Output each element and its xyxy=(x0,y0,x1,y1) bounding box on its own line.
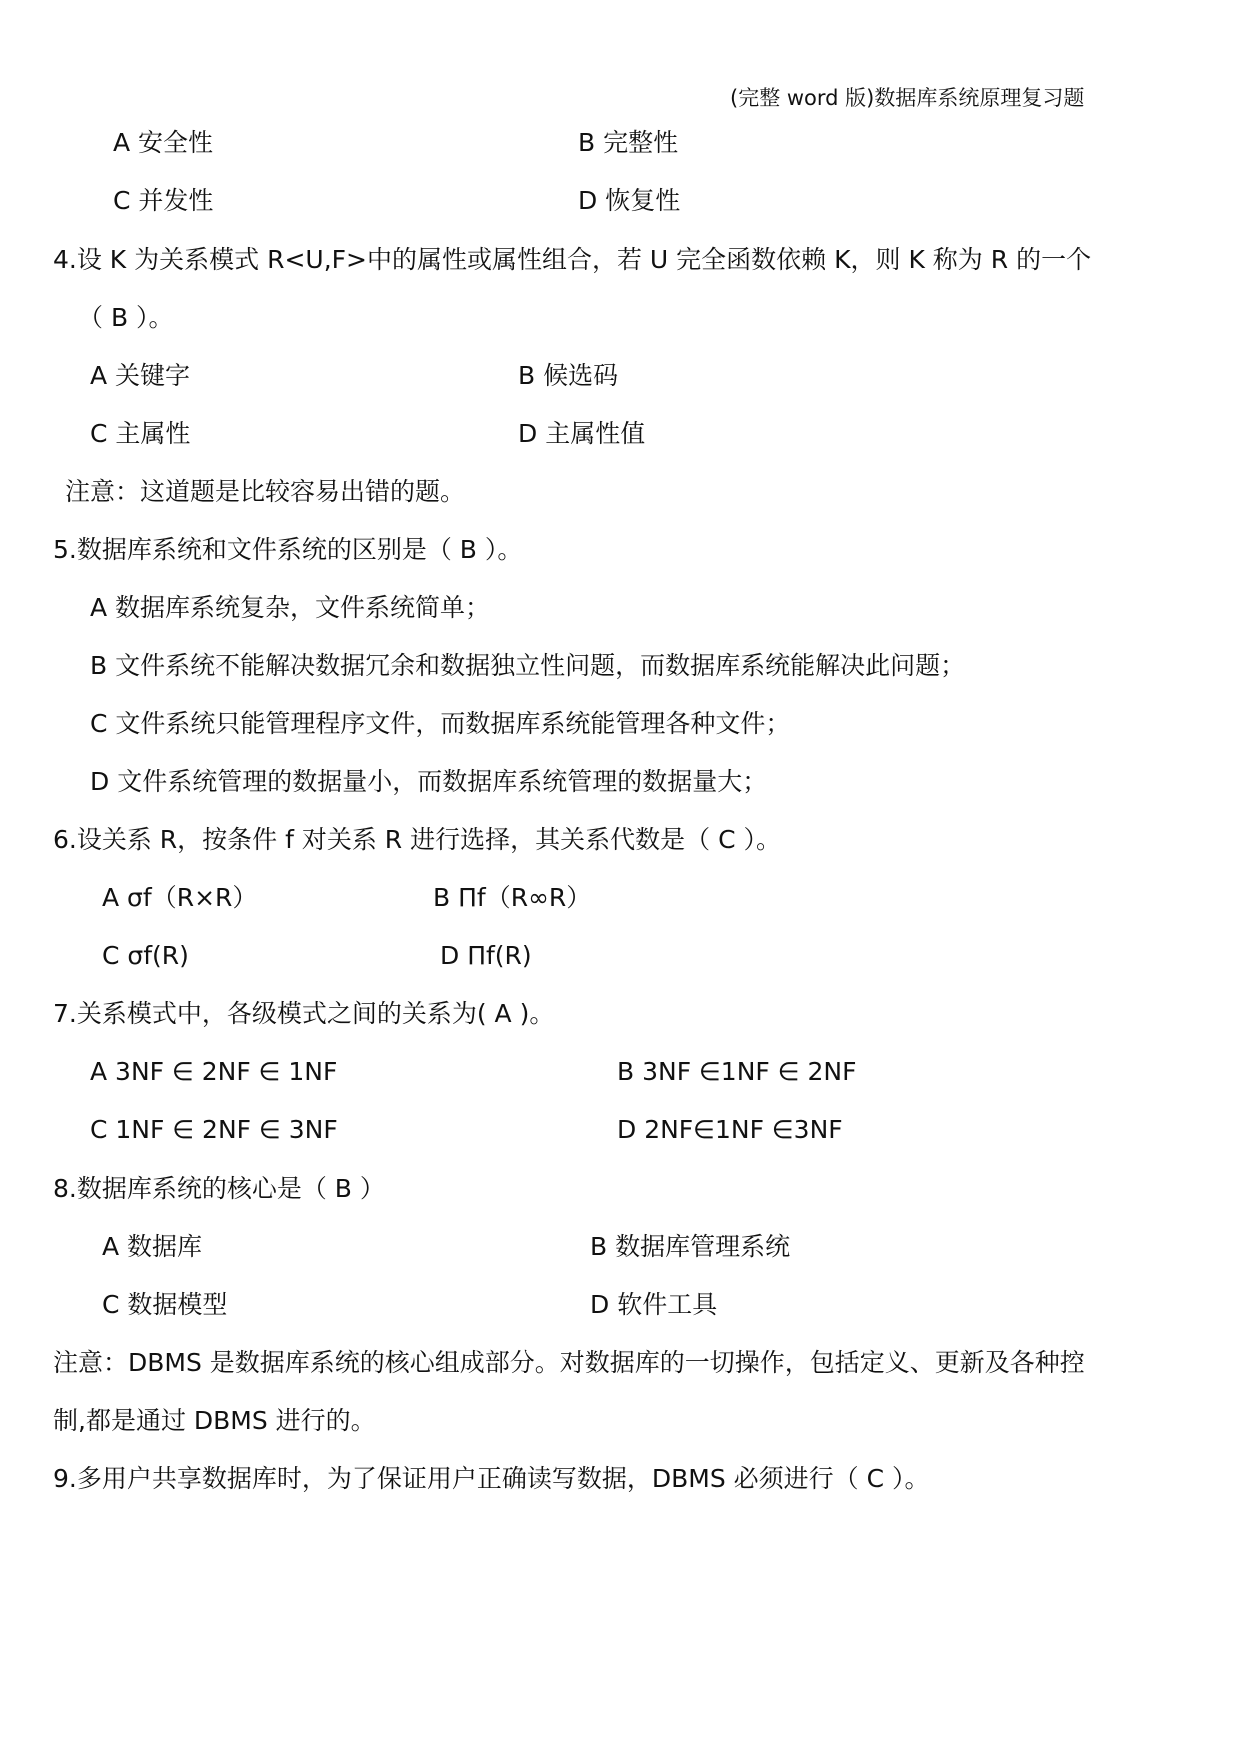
q7-option-a: A 3NF ∈ 2NF ∈ 1NF xyxy=(90,1057,338,1086)
q8-option-b: B 数据库管理系统 xyxy=(590,1232,791,1261)
q4-option-b: B 候选码 xyxy=(518,361,619,390)
q6-stem: 6.设关系 R，按条件 f 对关系 R 进行选择，其关系代数是（ C ）。 xyxy=(53,825,781,854)
q4-answer-line: （ B ）。 xyxy=(78,303,174,332)
q4-option-d: D 主属性值 xyxy=(518,419,646,448)
q7-stem: 7.关系模式中，各级模式之间的关系为( A )。 xyxy=(53,999,555,1028)
q4-stem: 4.设 K 为关系模式 R<U,F>中的属性或属性组合，若 U 完全函数依赖 K，则 K 称为 R 的一个 xyxy=(53,245,1092,274)
q6-option-c: C σf(R) xyxy=(102,941,189,970)
q4-option-a: A 关键字 xyxy=(90,361,191,390)
q6-option-d: D Πf(R) xyxy=(440,941,532,970)
q5-option-a: A 数据库系统复杂，文件系统简单； xyxy=(90,593,491,622)
q5-option-b: B 文件系统不能解决数据冗余和数据独立性问题，而数据库系统能解决此问题； xyxy=(90,651,966,680)
q5-option-d: D 文件系统管理的数据量小，而数据库系统管理的数据量大； xyxy=(90,767,768,796)
q7-option-d: D 2NF∈1NF ∈3NF xyxy=(617,1115,843,1144)
q3-option-d: D 恢复性 xyxy=(578,186,681,215)
q7-option-c: C 1NF ∈ 2NF ∈ 3NF xyxy=(90,1115,338,1144)
q4-note: 注意：这道题是比较容易出错的题。 xyxy=(65,477,466,506)
q8-option-d: D 软件工具 xyxy=(590,1290,718,1319)
q8-note-line2: 制,都是通过 DBMS 进行的。 xyxy=(53,1406,376,1435)
q8-option-c: C 数据模型 xyxy=(102,1290,228,1319)
q4-option-c: C 主属性 xyxy=(90,419,191,448)
q7-option-b: B 3NF ∈1NF ∈ 2NF xyxy=(617,1057,857,1086)
q3-option-c: C 并发性 xyxy=(113,186,214,215)
q8-option-a: A 数据库 xyxy=(102,1232,203,1261)
page-header: (完整 word 版)数据库系统原理复习题 xyxy=(730,86,1085,110)
q5-option-c: C 文件系统只能管理程序文件，而数据库系统能管理各种文件； xyxy=(90,709,791,738)
q9-stem: 9.多用户共享数据库时，为了保证用户正确读写数据，DBMS 必须进行（ C ）。 xyxy=(53,1464,930,1493)
q3-option-a: A 安全性 xyxy=(113,128,214,157)
q5-stem: 5.数据库系统和文件系统的区别是（ B ）。 xyxy=(53,535,523,564)
q3-option-b: B 完整性 xyxy=(578,128,679,157)
q6-option-b: B Πf（R∞R） xyxy=(433,883,592,912)
q6-option-a: A σf（R×R） xyxy=(102,883,258,912)
q8-stem: 8.数据库系统的核心是（ B ） xyxy=(53,1174,385,1203)
q8-note-line1: 注意：DBMS 是数据库系统的核心组成部分。对数据库的一切操作，包括定义、更新及各种控 xyxy=(53,1348,1085,1377)
